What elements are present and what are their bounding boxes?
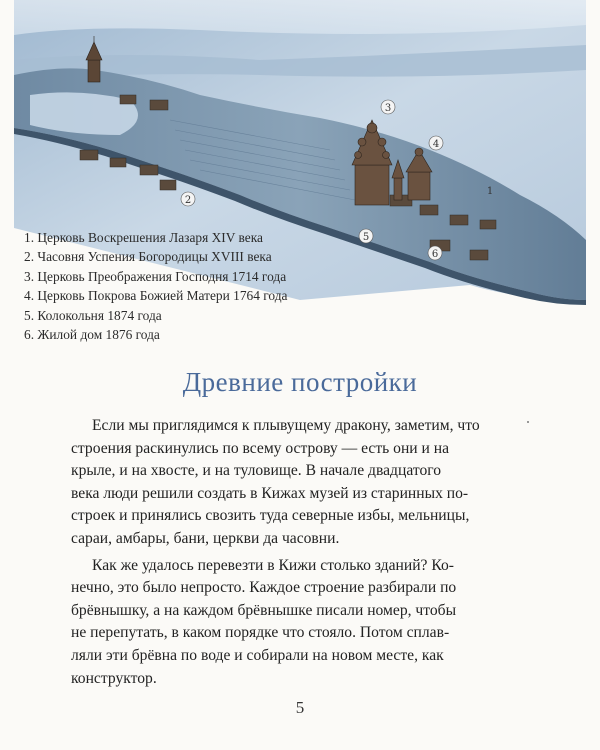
svg-text:5: 5	[362, 232, 370, 243]
marker-2	[181, 192, 195, 206]
marker-5	[359, 229, 373, 243]
text-line: нечно, это было непросто. Каждое строение разбирали по	[71, 579, 457, 597]
text-line: конструктор.	[71, 669, 157, 687]
text-line: сараи, амбары, бани, церкви да часовни.	[71, 529, 340, 547]
legend-item: 3. Церковь Преображения Господня 1714 года	[24, 268, 287, 284]
svg-text:2: 2	[184, 195, 192, 206]
svg-text:4: 4	[432, 139, 440, 150]
section-heading: Древние постройки	[182, 367, 418, 397]
legend-item: 2. Часовня Успения Богородицы XVIII века	[24, 249, 272, 265]
legend-item: 6. Жилой дом 1876 года	[24, 327, 160, 343]
text-line: Как же удалось перевезти в Кижи столько зданий? Ко-	[92, 556, 454, 574]
text-line: строек и принялись свозить туда северные избы, мельницы,	[71, 507, 470, 525]
page-number: 5	[295, 698, 305, 717]
svg-text:1: 1	[486, 186, 494, 197]
text-line: крыле, и на хвосте, и на туловище. В начале двадцатого	[71, 462, 442, 480]
text-line: ляли эти брёвна по воде и собирали на новом месте, как	[71, 646, 444, 664]
margin-dot	[527, 421, 529, 423]
legend-item: 5. Колокольня 1874 года	[24, 307, 162, 323]
marker-4	[429, 136, 443, 150]
illustration-legend	[24, 228, 287, 344]
svg-text:6: 6	[431, 249, 439, 260]
text-line: Если мы приглядимся к плывущему дракону, заметим, что	[92, 417, 480, 434]
text-line: брёвнышку, а на каждом брёвнышке писали номер, чтобы	[71, 601, 457, 619]
text-line: века люди решили создать в Кижах музей из старинных по-	[71, 484, 469, 502]
marker-6	[428, 246, 442, 260]
svg-text:3: 3	[384, 103, 392, 114]
marker-3	[381, 100, 395, 114]
marker-1	[487, 186, 493, 197]
paragraph-2	[71, 555, 522, 691]
paragraph-1	[71, 415, 522, 551]
body-text	[71, 415, 522, 690]
legend-item: 4. Церковь Покрова Божией Матери 1764 года	[24, 288, 288, 304]
text-line: строения раскинулись по всему острову — есть они и на	[71, 439, 450, 457]
legend-item: 1. Церковь Воскрешения Лазаря XIV века	[24, 230, 263, 245]
text-line: не перепутать, в каком порядке что стояло. Потом сплав-	[71, 624, 450, 642]
